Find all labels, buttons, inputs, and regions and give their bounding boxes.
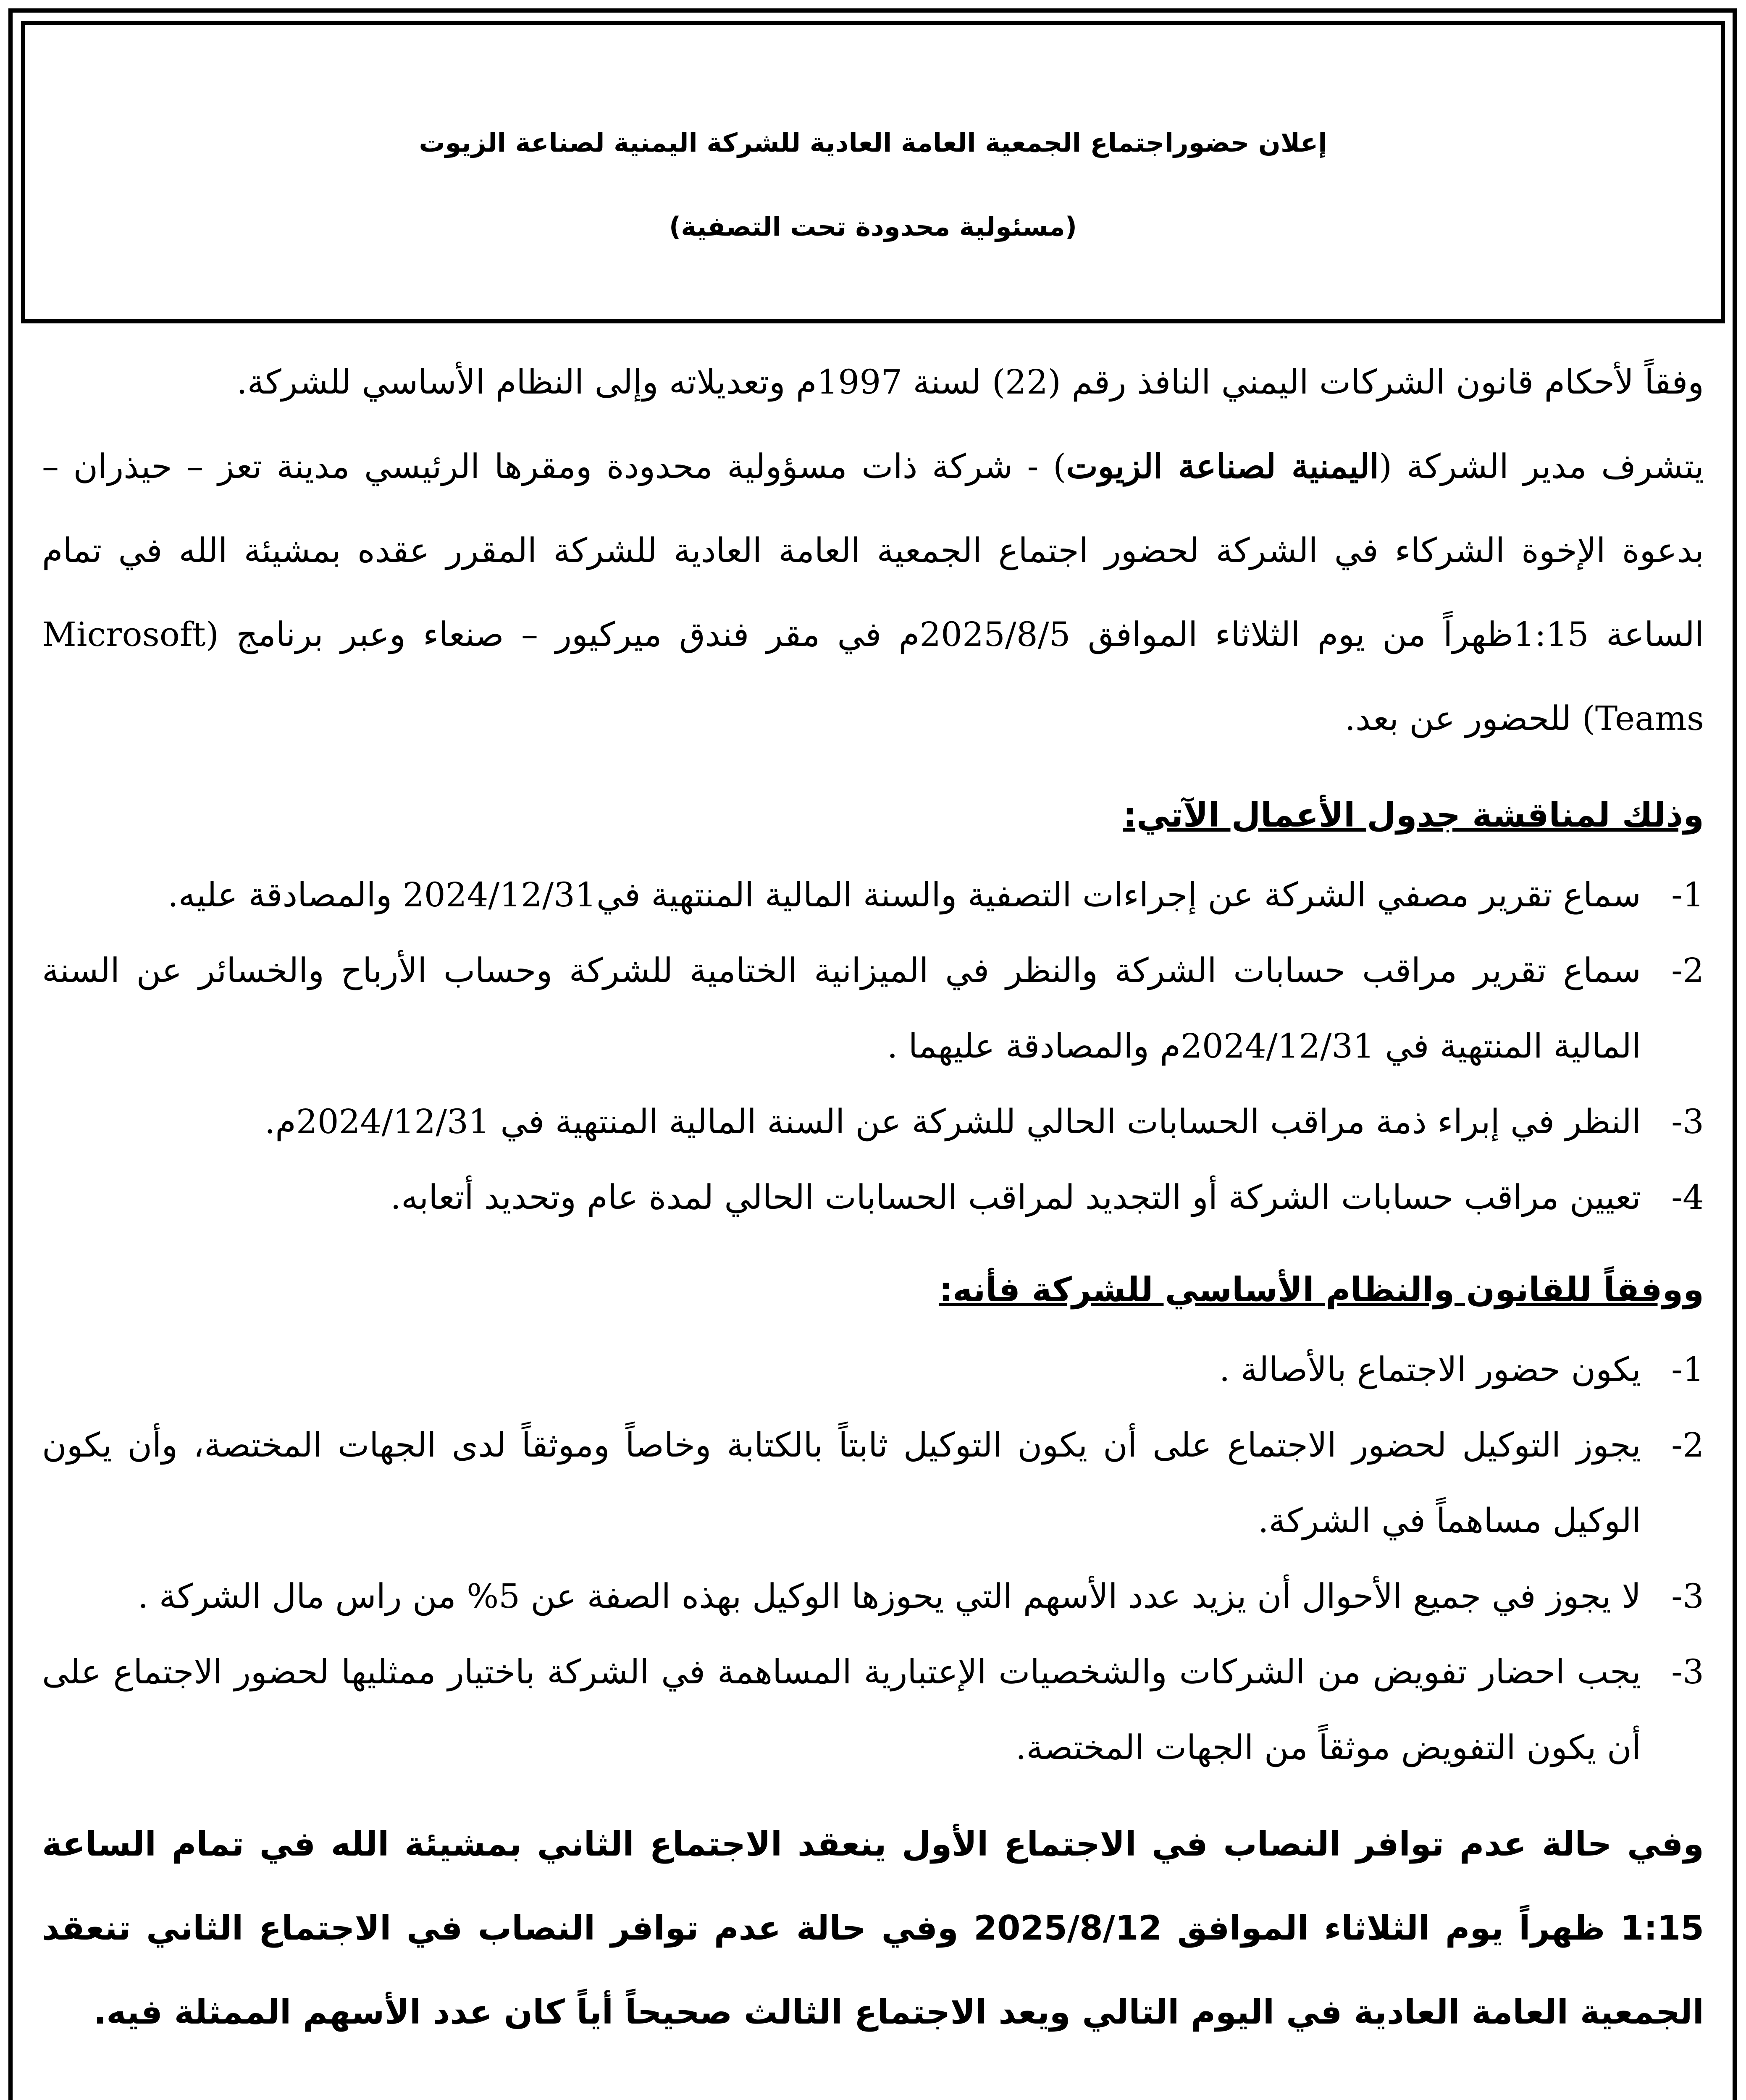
agenda-list: [42, 857, 1704, 1235]
agenda-heading: وذلك لمناقشة جدول الأعمال الآتي:: [1123, 795, 1704, 835]
announcement-subtitle: (مسئولية محدودة تحت التصفية): [669, 211, 1077, 242]
item-number: 2-: [1671, 951, 1704, 990]
announcement-title: إعلان حضوراجتماع الجمعية العامة العادية للشركة اليمنية لصناعة الزيوت: [419, 127, 1327, 158]
item-number: 3-: [1671, 1577, 1704, 1616]
list-item: [42, 1407, 1704, 1559]
legal-basis-paragraph: [42, 340, 1704, 424]
list-item: [42, 1634, 1704, 1785]
list-item: [42, 1332, 1704, 1407]
announcement-header: [21, 21, 1725, 323]
item-number: 2-: [1671, 1425, 1704, 1465]
item-text: سماع تقرير مصفي الشركة عن إجراءات التصفية والسنة المالية المنتهية في2024/12/31 والمصادقة عليه.: [168, 875, 1641, 914]
list-item: [42, 1160, 1704, 1235]
rules-heading: ووفقاً للقانون والنظام الأساسي للشركة فأنه:: [939, 1270, 1704, 1309]
item-text: سماع تقرير مراقب حسابات الشركة والنظر في الميزانية الختامية للشركة وحساب الأرباح والخسائر عن السنة المالية المنتهية في 2024/12/31م والمصادقة عليهما .: [42, 951, 1641, 1066]
list-item: [42, 1084, 1704, 1160]
item-text: النظر في إبراء ذمة مراقب الحسابات الحالي للشركة عن السنة المالية المنتهية في 2024/12/31م.: [264, 1102, 1641, 1141]
company-name: اليمنية لصناعة الزيوت: [1066, 446, 1379, 486]
item-number: 1-: [1671, 1350, 1704, 1389]
quorum-note: وفي حالة عدم توافر النصاب في الاجتماع الأول ينعقد الاجتماع الثاني بمشيئة الله في تمام الساعة 1:15 ظهراً يوم الثلاثاء الموافق 2025/8/12 وفي حالة عدم توافر النصاب في الاجتماع الثاني تنعقد الجمعية العامة العادية في اليوم التالي ويعد الاجتماع الثالث صحيحاً أياً كان عدد الأسهم الممثلة فيه.: [42, 1824, 1704, 2032]
list-item: [42, 857, 1704, 933]
legal-basis-text: وفقاً لأحكام قانون الشركات اليمني النافذ رقم (22) لسنة 1997م وتعديلاته وإلى النظام الأساسي للشركة.: [236, 362, 1704, 402]
invitation-text-rest: ) - شركة ذات مسؤولية محدودة ومقرها الرئيسي مدينة تعز – حيذران – بدعوة الإخوة الشركاء في الشركة لحضور اجتماع الجمعية العامة العادية للشركة المقرر عقده بمشيئة الله في تمام الساعة 1:15ظهراً من يوم الثلاثاء الموافق 2025/8/5م في مقر فندق ميركيور – صنعاء وعبر برنامج (Microsoft Teams) للحضور عن بعد.: [42, 447, 1704, 738]
list-item: [42, 933, 1704, 1084]
list-item: [42, 1559, 1704, 1634]
item-text: يجوز التوكيل لحضور الاجتماع على أن يكون التوكيل ثابتاً بالكتابة وخاصاً وموثقاً لدى الجهات المختصة، وأن يكون الوكيل مساهماً في الشركة.: [42, 1425, 1641, 1540]
item-text: لا يجوز في جميع الأحوال أن يزيد عدد الأسهم التي يحوزها الوكيل بهذه الصفة عن 5% من راس مال الشركة .: [137, 1577, 1641, 1616]
item-number: 3-: [1671, 1652, 1704, 1691]
item-text: تعيين مراقب حسابات الشركة أو التجديد لمراقب الحسابات الحالي لمدة عام وتحديد أتعابه.: [390, 1178, 1641, 1217]
invitation-text-start: يتشرف مدير الشركة (: [1379, 447, 1704, 486]
invitation-paragraph: [42, 424, 1704, 761]
announcement-body: [42, 340, 1704, 2100]
item-number: 1-: [1671, 875, 1704, 914]
item-text: يجب احضار تفويض من الشركات والشخصيات الإعتبارية المساهمة في الشركة باختيار ممثليها لحضور الاجتماع على أن يكون التفويض موثقاً من الجهات المختصة.: [42, 1652, 1641, 1767]
rules-list: [42, 1332, 1704, 1785]
item-text: يكون حضور الاجتماع بالأصالة .: [1219, 1350, 1641, 1389]
item-number: 3-: [1671, 1102, 1704, 1141]
item-number: 4-: [1671, 1178, 1704, 1217]
